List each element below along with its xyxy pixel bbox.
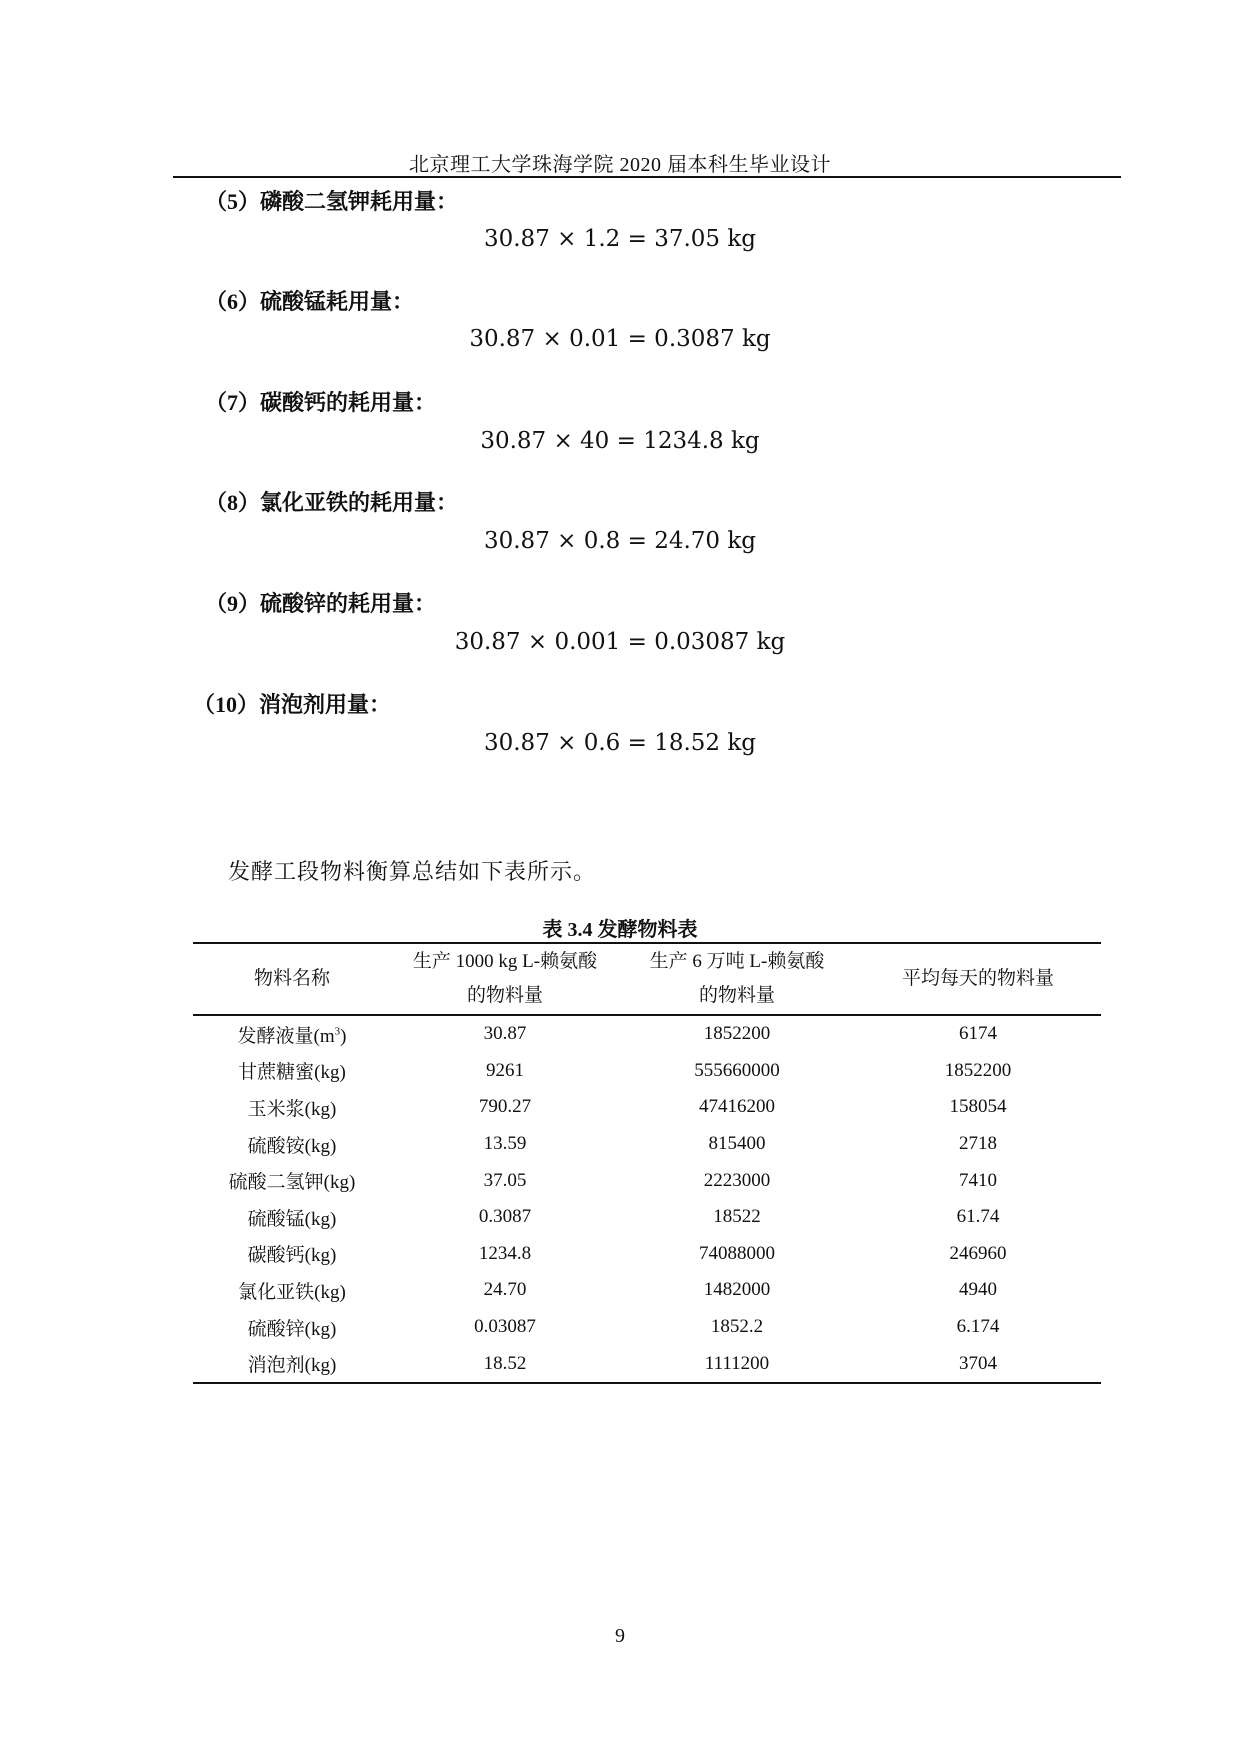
equation-10: 30.87 × 0.6 = 18.52 kg [483,730,757,756]
col-header-per-1000kg: 生产 1000 kg L-赖氨酸 的物料量 [412,951,598,1006]
cell-material-name: 氯化亚铁(kg) [238,1281,346,1303]
section-heading-9: （9）硫酸锌的耗用量： [205,591,437,616]
cell-daily: 7410 [959,1169,997,1191]
table-row [193,1272,1101,1309]
running-header: 北京理工大学珠海学院 2020 届本科生毕业设计 [409,154,831,176]
cell-daily: 3704 [959,1352,997,1374]
cell-daily: 158054 [949,1096,1007,1118]
cell-per-60kt: 1111200 [704,1352,770,1374]
cell-daily: 1852200 [944,1059,1012,1081]
cell-daily: 4940 [959,1279,997,1301]
cell-material-name: 碳酸钙(kg) [247,1245,337,1267]
page-number: 9 [615,1625,625,1647]
table-header-row [193,943,1101,1015]
table-row [193,1199,1101,1236]
cell-per-1000kg: 1234.8 [478,1242,532,1264]
cell-material-name: 硫酸铵(kg) [247,1135,337,1157]
cell-per-60kt: 47416200 [699,1096,775,1118]
table-row [193,1162,1101,1199]
cell-per-60kt: 18522 [713,1206,761,1228]
cell-per-60kt: 1852.2 [710,1316,764,1338]
cell-per-60kt: 1852200 [703,1023,771,1045]
cell-per-60kt: 815400 [708,1133,766,1155]
table-row [193,1345,1101,1383]
cell-per-1000kg: 37.05 [483,1169,527,1191]
table-row [193,1053,1101,1090]
fermentation-material-table [193,942,1101,1384]
cell-material-name: 硫酸锰(kg) [247,1208,337,1230]
cell-per-1000kg: 13.59 [483,1133,527,1155]
cell-per-60kt: 2223000 [703,1169,771,1191]
cell-per-1000kg: 30.87 [483,1023,527,1045]
cell-daily: 61.74 [956,1206,1000,1228]
equation-5: 30.87 × 1.2 = 37.05 kg [483,226,757,252]
section-heading-5: （5）磷酸二氢钾耗用量： [205,189,459,214]
equation-6: 30.87 × 0.01 = 0.3087 kg [469,326,771,352]
cell-material-name: 甘蔗糖蜜(kg) [238,1062,346,1084]
cell-per-1000kg: 24.70 [483,1279,527,1301]
cell-daily: 2718 [959,1133,997,1155]
cell-per-60kt: 555660000 [694,1059,780,1081]
table-row [193,1126,1101,1163]
cell-material-name: 发酵液量$(m^3)$ [237,1025,347,1047]
cell-per-1000kg: 9261 [486,1059,524,1081]
table-row [193,1015,1101,1053]
cell-material-name: 硫酸二氢钾(kg) [228,1172,356,1194]
cell-daily: 246960 [949,1242,1007,1264]
cell-material-name: 硫酸锌(kg) [247,1318,337,1340]
equation-7: 30.87 × 40 = 1234.8 kg [480,428,760,454]
table-row [193,1089,1101,1126]
table-row [193,1309,1101,1346]
header-divider [173,176,1121,178]
col-header-daily: 平均每天的物料量 [901,968,1054,989]
cell-per-60kt: 1482000 [703,1279,771,1301]
cell-per-1000kg: 790.27 [478,1096,532,1118]
cell-per-1000kg: 0.03087 [474,1316,536,1338]
cell-material-name: 消泡剂(kg) [247,1355,337,1377]
equation-8: 30.87 × 0.8 = 24.70 kg [483,528,757,554]
cell-per-1000kg: 0.3087 [478,1206,532,1228]
section-heading-7: （7）碳酸钙的耗用量： [205,390,437,415]
section-heading-10: （10）消泡剂用量： [193,692,392,717]
equation-9: 30.87 × 0.001 = 0.03087 kg [454,629,786,655]
section-heading-8: （8）氯化亚铁的耗用量： [205,490,459,515]
cell-daily: 6174 [959,1023,997,1045]
section-heading-6: （6）硫酸锰耗用量： [205,289,415,314]
cell-per-60kt: 74088000 [699,1242,775,1264]
cell-material-name: 玉米浆(kg) [247,1098,337,1120]
col-header-per-60kt: 生产 6 万吨 L-赖氨酸 的物料量 [649,951,825,1006]
table-row [193,1236,1101,1273]
cell-per-1000kg: 18.52 [483,1352,527,1374]
cell-daily: 6.174 [956,1316,1000,1338]
col-header-material-name: 物料名称 [253,968,330,989]
summary-paragraph: 发酵工段物料衡算总结如下表所示。 [228,859,597,884]
table-caption: 表 3.4 发酵物料表 [542,919,698,941]
